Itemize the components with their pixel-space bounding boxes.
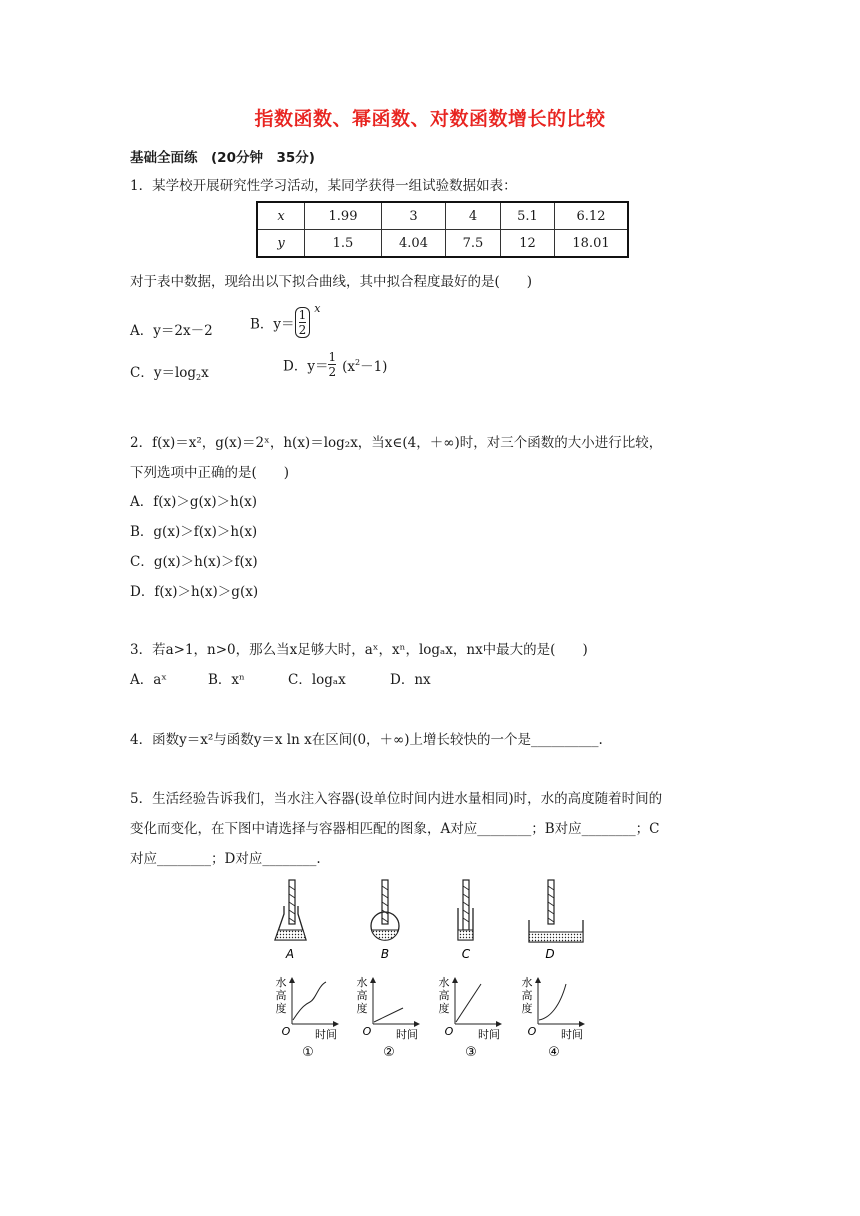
- svg-text:时间: 时间: [396, 1028, 418, 1041]
- q1-option-b-prefix: B．y＝: [250, 316, 295, 333]
- svg-text:高: 高: [275, 989, 287, 1002]
- table-cell: 6.12: [555, 202, 629, 230]
- q2-option-a: A．f(x)＞g(x)＞h(x): [130, 494, 258, 510]
- graph-3: [439, 975, 502, 1060]
- page-title: 指数函数、幂函数、对数函数增长的比较: [254, 108, 606, 130]
- q2-option-d: D．f(x)＞h(x)＞g(x): [130, 584, 259, 600]
- q1-option-b-den: 2: [298, 323, 307, 337]
- container-b: [371, 880, 399, 961]
- table-cell: 3: [382, 202, 446, 230]
- q1-option-b-num: 1: [298, 308, 307, 322]
- container-c-label: C: [461, 947, 471, 961]
- graph-1: [276, 975, 339, 1060]
- container-a: [275, 880, 306, 961]
- table-cell: 5.1: [501, 202, 555, 230]
- q3-option-b: B．xⁿ: [208, 672, 245, 688]
- svg-text:度: 度: [521, 1002, 533, 1015]
- graph-3-label: ③: [465, 1045, 477, 1060]
- table-cell: 12: [501, 230, 555, 258]
- section-heading: 基础全面练 (20分钟 35分): [130, 150, 315, 166]
- table-header-x: x: [257, 202, 305, 230]
- graph-2: [357, 975, 420, 1060]
- q5-stem-line1: 5．生活经验告诉我们，当水注入容器(设单位时间内进水量相同)时，水的高度随着时间的: [130, 791, 663, 807]
- q3-option-a: A．aˣ: [130, 672, 168, 688]
- q2-stem-line2: 下列选项中正确的是( ): [130, 465, 290, 481]
- container-d: [529, 880, 583, 961]
- q2-stem-line1: 2．f(x)＝x²，g(x)＝2ˣ，h(x)＝log₂x，当x∈(4，＋∞)时，对三个函数的大小进行比较，: [130, 435, 663, 451]
- q2-option-b: B．g(x)＞f(x)＞h(x): [130, 524, 258, 540]
- svg-text:O: O: [362, 1025, 372, 1038]
- q1-option-b-exp: x: [314, 302, 321, 315]
- graph-4-ylabel: 水: [521, 976, 533, 989]
- q3-stem: 3．若a>1，n>0，那么当x足够大时，aˣ，xⁿ，logₐx，nx中最大的是( ): [130, 642, 588, 658]
- q4-stem: 4．函数y＝x²与函数y＝x ln x在区间(0，＋∞)上增长较快的一个是__________.: [130, 732, 603, 748]
- svg-text:O: O: [527, 1025, 537, 1038]
- table-cell: 18.01: [555, 230, 629, 258]
- graph-3-ylabel: 水: [438, 976, 450, 989]
- q2-option-c: C．g(x)＞h(x)＞f(x): [130, 554, 258, 570]
- table-cell: 7.5: [446, 230, 501, 258]
- graph-2-curve: [374, 1008, 403, 1022]
- graph-2-label: ②: [383, 1045, 395, 1060]
- table-row: [257, 230, 628, 258]
- graph-2-ylabel: 水: [356, 976, 368, 989]
- q1-option-a: A．y＝2x－2: [130, 323, 213, 339]
- graph-4-label: ④: [548, 1045, 560, 1060]
- svg-text:高: 高: [438, 989, 450, 1002]
- svg-text:度: 度: [356, 1002, 368, 1015]
- graph-1-ylabel: 水: [275, 976, 287, 989]
- q5-stem-line3: 对应________；D对应________.: [130, 851, 321, 867]
- svg-text:度: 度: [275, 1002, 287, 1015]
- q1-option-c: C．$y=\log_2x$: [130, 365, 209, 382]
- graph-3-curve: [456, 984, 481, 1022]
- q1-option-b-bracket: [295, 307, 311, 338]
- svg-text:高: 高: [356, 989, 368, 1002]
- q1-option-d: D．y＝ $\frac{1}{2}$ $(x^2-1)$: [283, 350, 388, 379]
- graph-4: [522, 975, 585, 1060]
- q5-stem-line2: 变化而变化，在下图中请选择与容器相匹配的图象，A对应________；B对应________；C: [130, 821, 660, 837]
- table-cell: 4: [446, 202, 501, 230]
- graph-1-label: ①: [302, 1045, 314, 1060]
- container-d-label: D: [545, 947, 555, 961]
- table-row: [257, 202, 628, 230]
- table-cell: 1.99: [305, 202, 382, 230]
- table-header-y: y: [257, 230, 305, 258]
- svg-text:O: O: [444, 1025, 454, 1038]
- container-b-label: B: [380, 947, 390, 961]
- q3-option-c: C．logₐx: [288, 672, 346, 688]
- graphs-figure: [272, 972, 592, 1060]
- table-cell: 4.04: [382, 230, 446, 258]
- container-c: [458, 880, 473, 961]
- containers-figure: [270, 876, 590, 966]
- graph-4-curve: [539, 984, 566, 1020]
- svg-text:O: O: [281, 1025, 291, 1038]
- container-a-label: A: [285, 947, 295, 961]
- table-cell: 1.5: [305, 230, 382, 258]
- svg-text:时间: 时间: [315, 1028, 337, 1041]
- q1-prompt: 对于表中数据，现给出以下拟合曲线，其中拟合程度最好的是( ): [130, 274, 533, 290]
- q1-stem: 1．某学校开展研究性学习活动，某同学获得一组试验数据如表：: [130, 178, 517, 194]
- svg-text:度: 度: [438, 1002, 450, 1015]
- q3-option-d: D．nx: [390, 672, 431, 688]
- q1-option-b: [250, 302, 320, 338]
- svg-text:时间: 时间: [561, 1028, 583, 1041]
- q1-data-table: [256, 201, 629, 258]
- svg-text:高: 高: [521, 989, 533, 1002]
- svg-text:时间: 时间: [478, 1028, 500, 1041]
- graph-1-curve: [293, 982, 326, 1020]
